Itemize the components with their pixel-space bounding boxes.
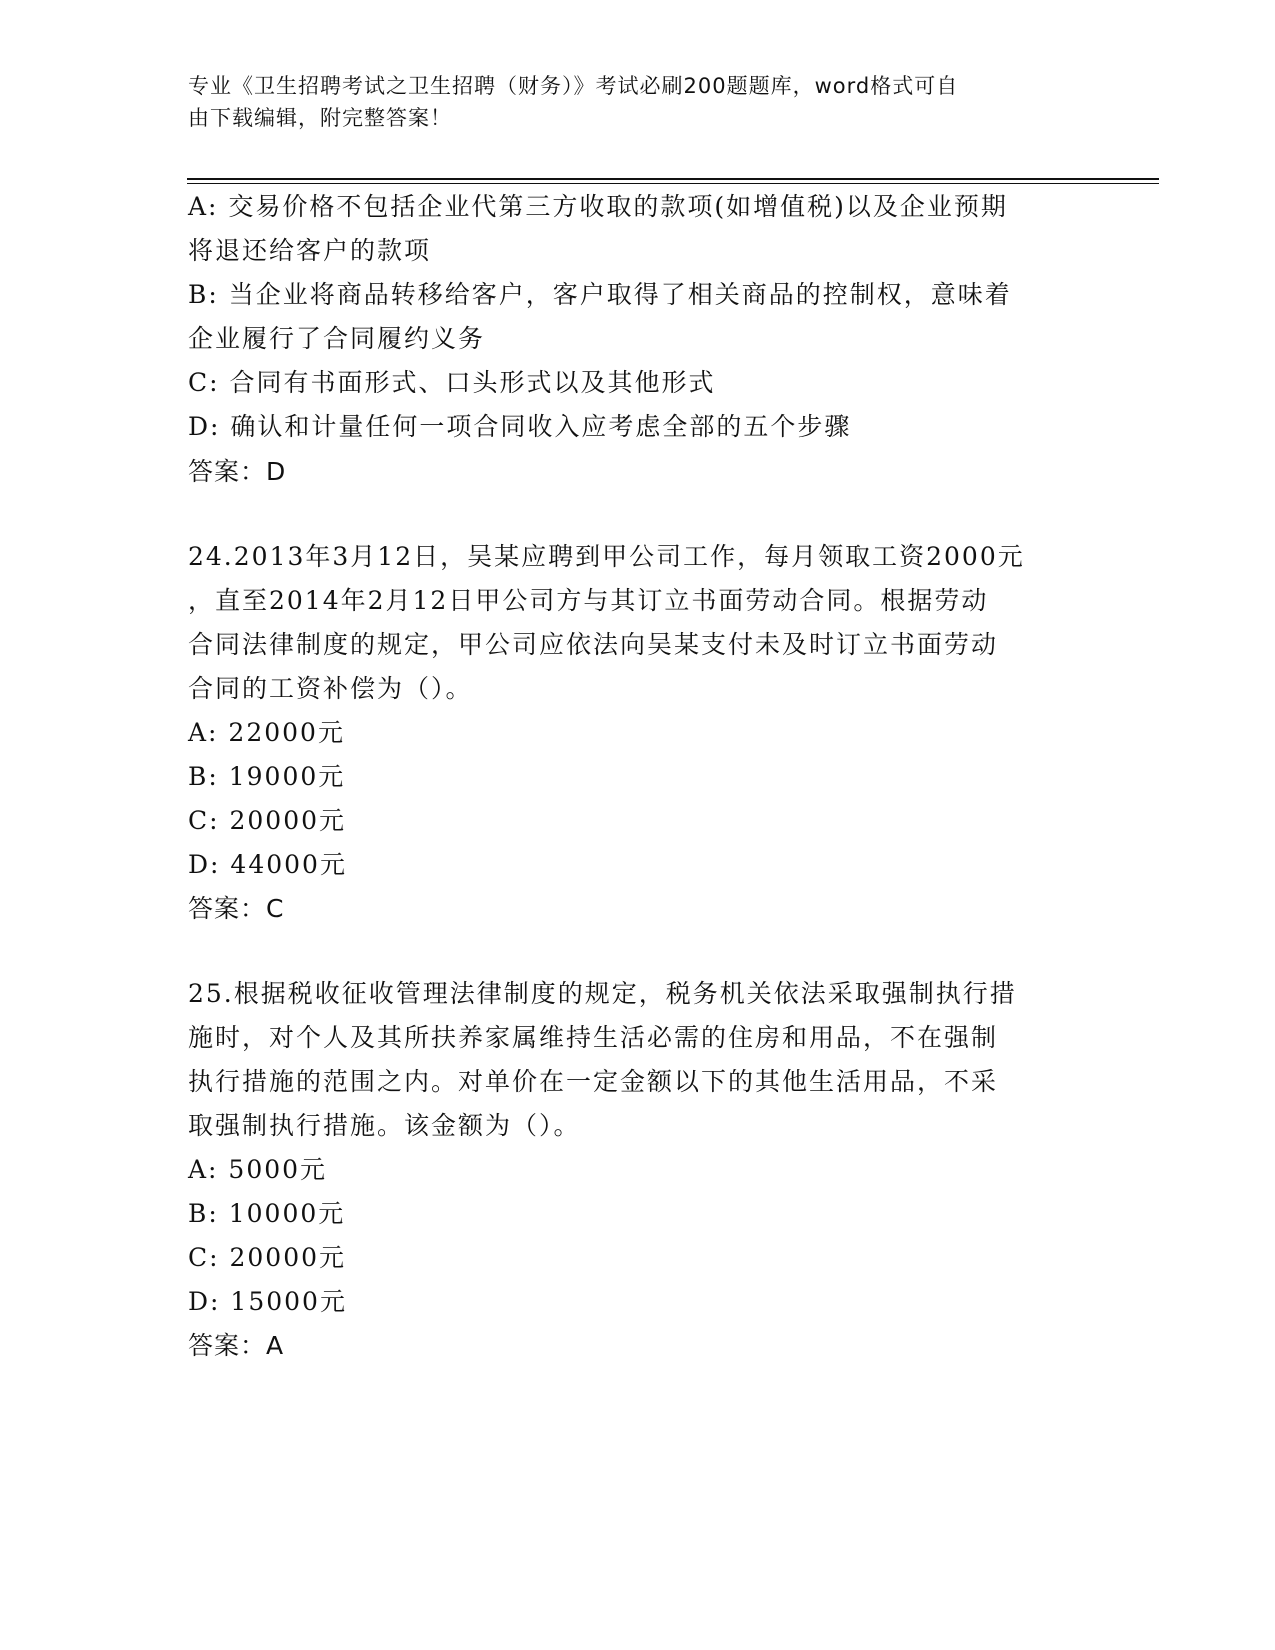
option-line: D: 15000元: [188, 1287, 347, 1316]
option-line: 将退还给客户的款项: [188, 236, 432, 265]
option-line: C: 20000元: [188, 806, 347, 835]
question-stem-line: 25.根据税收征收管理法律制度的规定，税务机关依法采取强制执行措: [188, 979, 1017, 1008]
answer-label: 答案：C: [188, 894, 285, 923]
header-divider: [187, 178, 1159, 180]
question-stem-line: 取强制执行措施。该金额为（）。: [188, 1111, 581, 1140]
option-line: D: 44000元: [188, 850, 347, 879]
answer-label: 答案：A: [188, 1331, 285, 1360]
question-stem-line: 执行措施的范围之内。对单价在一定金额以下的其他生活用品，不采: [188, 1067, 999, 1096]
document-header: [188, 70, 1068, 134]
option-line: A: 5000元: [188, 1155, 328, 1184]
option-line: C: 20000元: [188, 1243, 347, 1272]
option-line: A: 22000元: [188, 718, 345, 747]
question-stem-line: 24.2013年3月12日，吴某应聘到甲公司工作，每月领取工资2000元: [188, 542, 1025, 571]
option-line: B: 19000元: [188, 762, 346, 791]
header-line-2: 由下载编辑，附完整答案！: [188, 106, 452, 130]
option-line: B: 10000元: [188, 1199, 346, 1228]
answer-label: 答案：D: [188, 457, 287, 486]
question-stem-line: ，直至2014年2月12日甲公司方与其订立书面劳动合同。根据劳动: [188, 586, 989, 615]
option-line: D: 确认和计量任何一项合同收入应考虑全部的五个步骤: [188, 412, 852, 441]
option-line: A: 交易价格不包括企业代第三方收取的款项(如增值税)以及企业预期: [188, 192, 1008, 221]
option-line: B: 当企业将商品转移给客户，客户取得了相关商品的控制权，意味着: [188, 280, 1012, 309]
question-stem-line: 施时，对个人及其所扶养家属维持生活必需的住房和用品，不在强制: [188, 1023, 999, 1052]
header-line-1: 专业《卫生招聘考试之卫生招聘（财务）》考试必刷200题题库，word格式可自: [188, 74, 959, 98]
question-stem-line: 合同的工资补偿为（）。: [188, 674, 473, 703]
question-stem-line: 合同法律制度的规定，甲公司应依法向吴某支付未及时订立书面劳动: [188, 630, 999, 659]
option-line: C: 合同有书面形式、口头形式以及其他形式: [188, 368, 716, 397]
option-line: 企业履行了合同履约义务: [188, 324, 486, 353]
header-divider-thin: [187, 183, 1159, 184]
